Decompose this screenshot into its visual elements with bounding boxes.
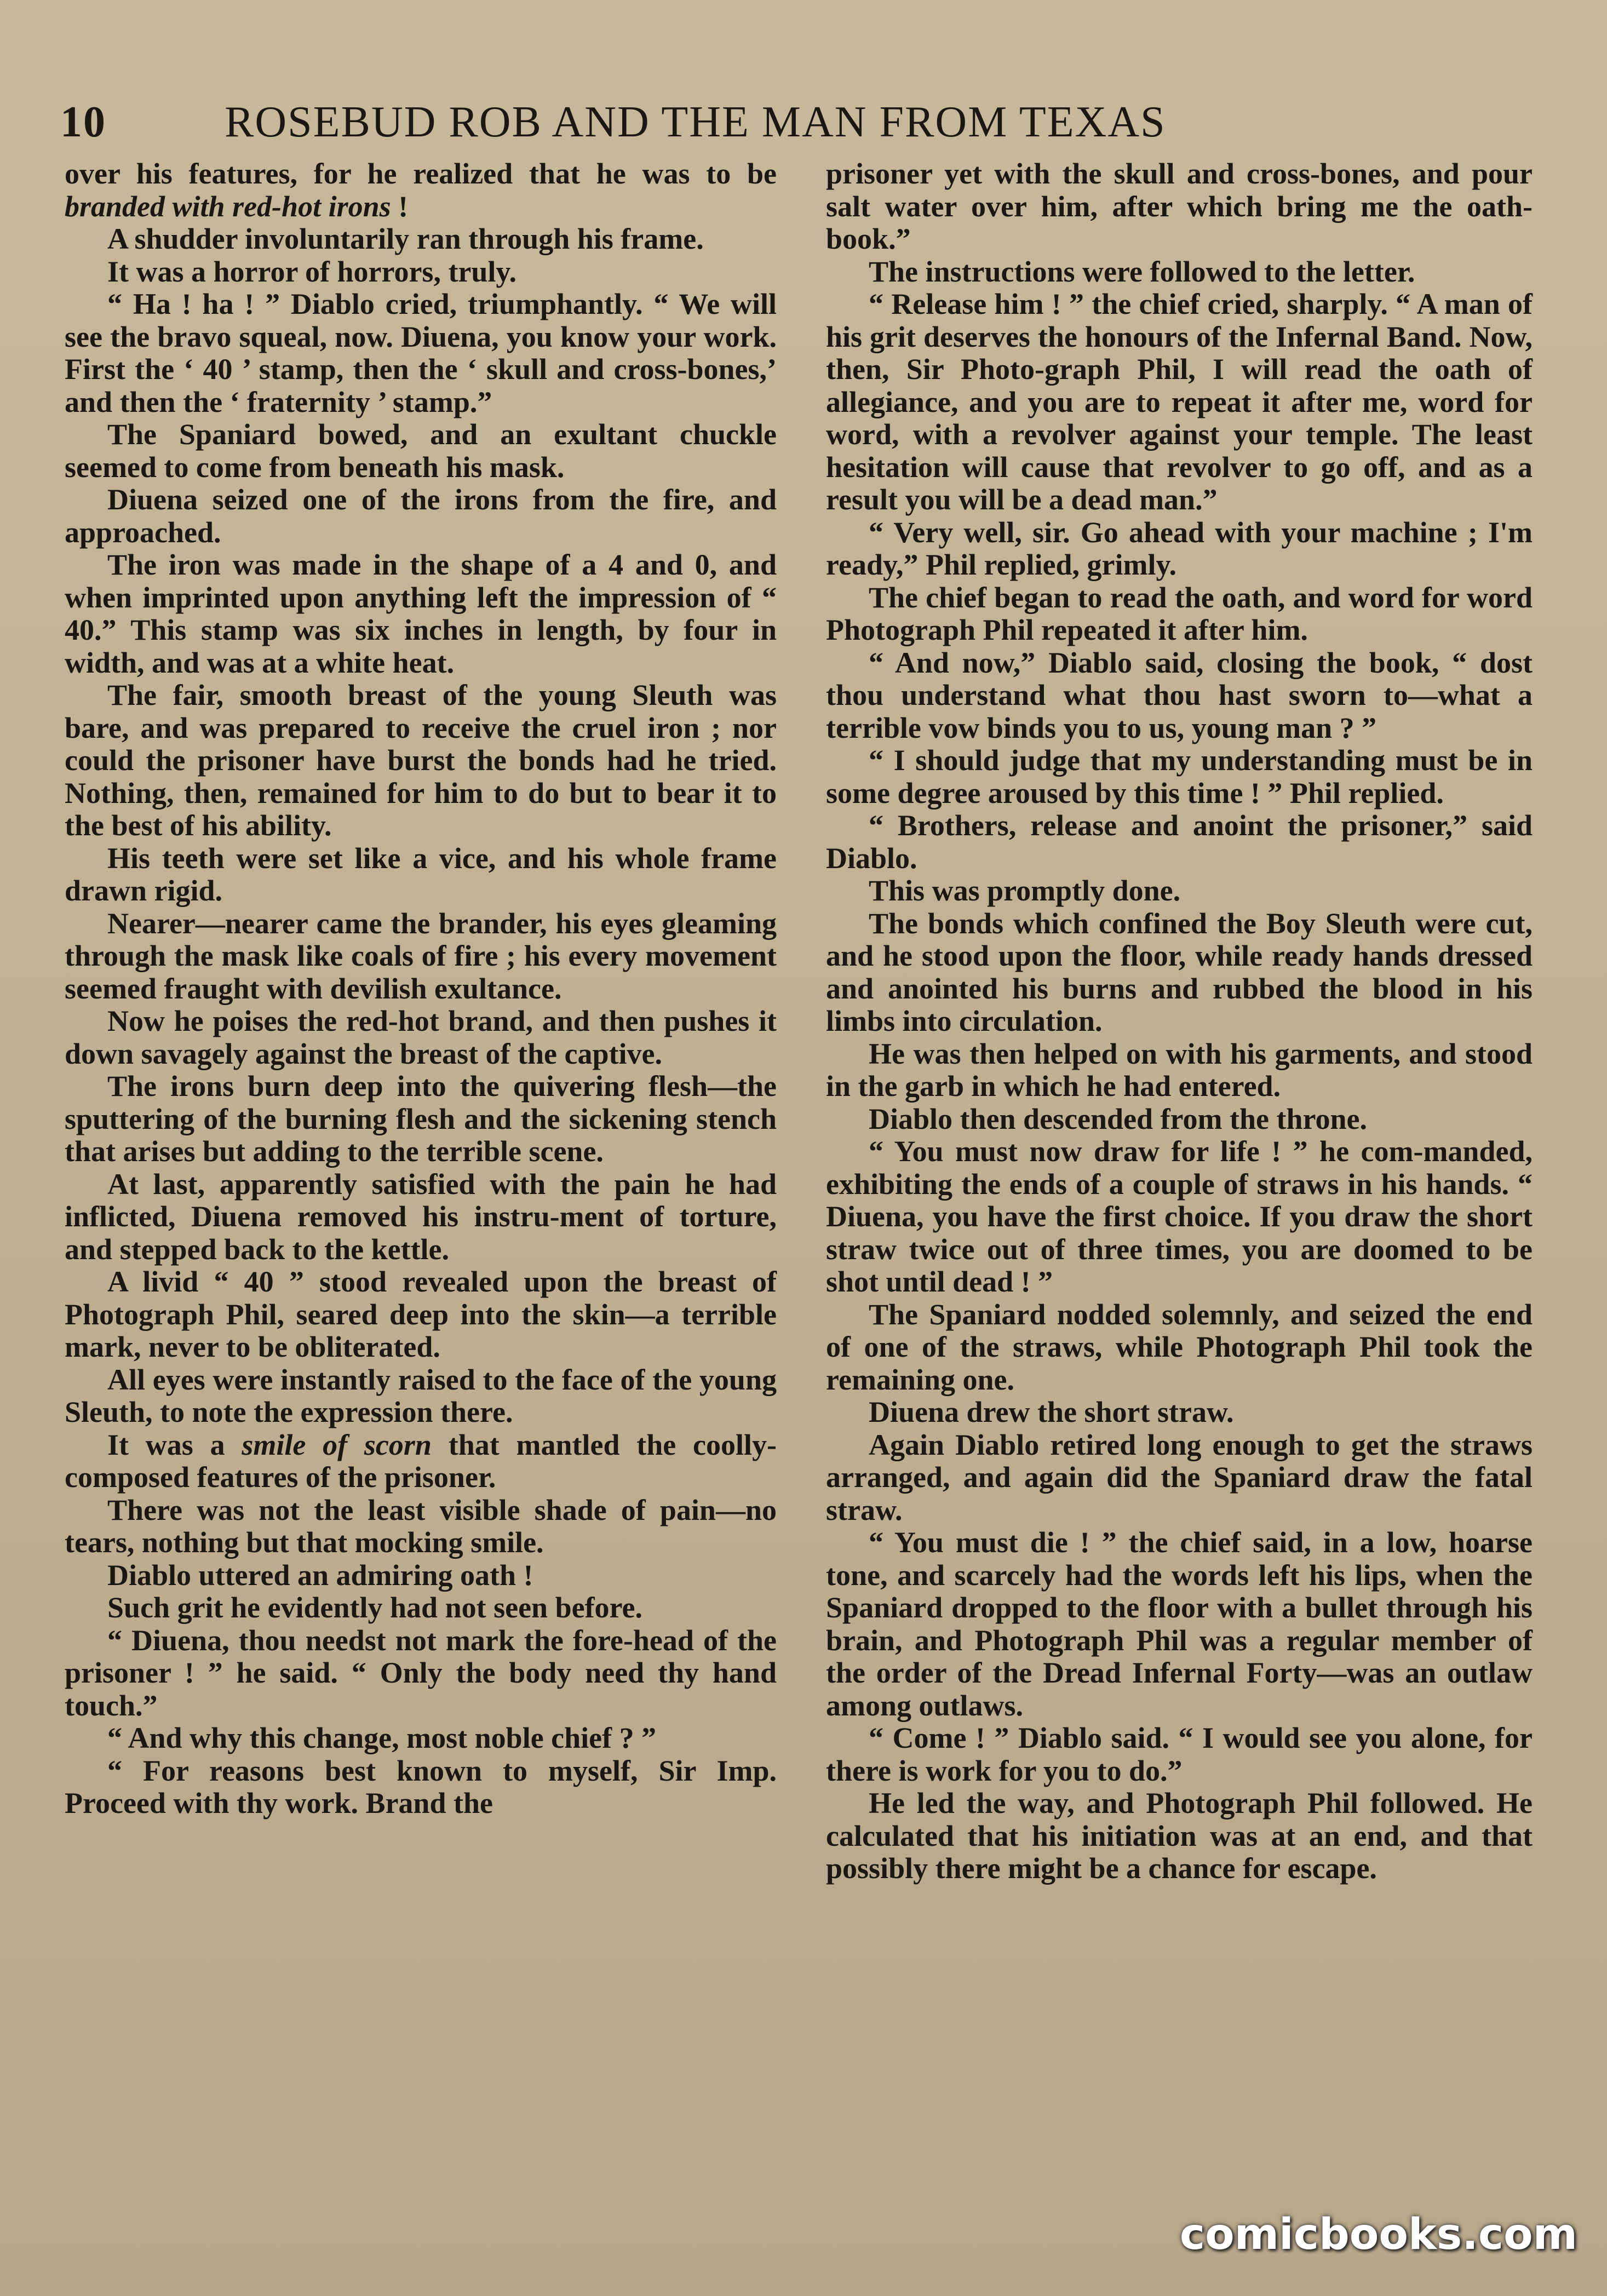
paragraph: [826, 516, 1533, 582]
text-run: “ You must now draw for life ! ” he com-manded, exhibiting the ends of a couple of straws in his hands. “ Diuena, you have the first choice. If you draw the short straw twice out of three times, you are doomed to be shot until dead ! ”: [826, 1135, 1533, 1298]
text-run: !: [391, 190, 409, 223]
paragraph: [65, 1494, 777, 1559]
paragraph: [826, 1135, 1533, 1299]
paragraph: [65, 418, 777, 484]
text-run: “ You must die ! ” the chief said, in a low, hoarse tone, and scarcely had the words left his lips, when the Spaniard dropped to the floor with a bullet through his brain, and Photograph Phil was a regular member of the order of the Dread Infernal Forty—was an outlaw among outlaws.: [826, 1526, 1533, 1722]
text-run: He led the way, and Photograph Phil followed. He calculated that his initiation was at an end, and that possibly there might be a chance for escape.: [826, 1787, 1533, 1885]
text-run: Diablo uttered an admiring oath !: [107, 1558, 533, 1592]
paragraph: [826, 810, 1533, 875]
paragraph: [826, 1396, 1533, 1429]
paragraph: [65, 1625, 777, 1723]
text-run: “ Ha ! ha ! ” Diablo cried, triumphantly. “ We will see the bravo squeal, now. Diuena, you know your work. First the ‘ 40 ’ stamp, then the ‘ skull and cross-bones,’ and then the ‘ fraternity ’ stamp.”: [65, 288, 777, 418]
paragraph: [826, 582, 1533, 647]
text-run: This was promptly done.: [869, 874, 1181, 907]
italic-phrase: branded with red-hot irons: [65, 190, 391, 223]
paragraph: [826, 288, 1533, 516]
paragraph: [65, 1005, 777, 1070]
paragraph: [65, 1168, 777, 1266]
paragraph: [65, 1722, 777, 1755]
text-run: He was then helped on with his garments, and stood in the garb in which he had entered.: [826, 1037, 1533, 1103]
paragraph: [826, 1787, 1533, 1885]
paragraph: [826, 908, 1533, 1038]
paragraph: [826, 744, 1533, 810]
paragraph: [826, 158, 1533, 256]
text-run: The chief began to read the oath, and word for word Photograph Phil repeated it after him.: [826, 581, 1533, 646]
paragraph: [65, 256, 777, 289]
paragraph: [826, 1526, 1533, 1722]
running-title: ROSEBUD ROB AND THE MAN FROM TEXAS: [225, 98, 1166, 146]
italic-phrase: smile of scorn: [242, 1428, 432, 1461]
paragraph: [65, 1755, 777, 1820]
left-text-column: [65, 158, 777, 1820]
site-watermark: comicbooks.com: [1179, 2210, 1577, 2259]
text-run: Diuena seized one of the irons from the fire, and approached.: [65, 483, 777, 549]
paragraph: [65, 1070, 777, 1168]
paragraph: [65, 1429, 777, 1494]
paragraph: [826, 647, 1533, 745]
text-run: Nearer—nearer came the brander, his eyes gleaming through the mask like coals of fire ; his every movement seemed fraught with devilish exultance.: [65, 906, 777, 1005]
text-run: Diablo then descended from the throne.: [869, 1102, 1368, 1135]
text-run: “ Brothers, release and anoint the prisoner,” said Diablo.: [826, 809, 1533, 875]
paragraph: [65, 288, 777, 418]
running-header: [60, 92, 1539, 152]
paragraph: [826, 875, 1533, 908]
text-run: Again Diablo retired long enough to get the straws arranged, and again did the Spaniard draw the fatal straw.: [826, 1428, 1533, 1526]
right-text-column: [826, 158, 1533, 1885]
text-run: “ And now,” Diablo said, closing the book, “ dost thou understand what thou hast sworn to—what a terrible vow binds you to us, young man ? ”: [826, 646, 1533, 744]
text-run: “ For reasons best known to myself, Sir Imp. Proceed with thy work. Brand the: [65, 1754, 777, 1819]
text-run: The instructions were followed to the letter.: [869, 255, 1415, 288]
paragraph: [826, 1299, 1533, 1397]
paragraph: [65, 1592, 777, 1625]
text-run: It was a: [107, 1428, 242, 1461]
text-run: It was a horror of horrors, truly.: [107, 255, 516, 288]
page-number: 10: [60, 98, 106, 146]
paragraph: [65, 679, 777, 842]
text-run: The fair, smooth breast of the young Sleuth was bare, and was prepared to receive the cruel iron ; nor could the prisoner have burst the bonds had he tried. Nothing, then, remained for him to do but to bear it to the best of his ability.: [65, 679, 777, 842]
text-run: “ Diuena, thou needst not mark the fore-head of the prisoner ! ” he said. “ Only the body need thy hand touch.”: [65, 1623, 777, 1722]
paragraph: [65, 1364, 777, 1429]
paragraph: [65, 158, 777, 223]
paragraph: [65, 223, 777, 256]
text-run: The Spaniard nodded solemnly, and seized the end of one of the straws, while Photograph Phil took the remaining one.: [826, 1298, 1533, 1396]
text-run: The Spaniard bowed, and an exultant chuckle seemed to come from beneath his mask.: [65, 418, 777, 484]
paragraph: [65, 908, 777, 1006]
text-run: Diuena drew the short straw.: [869, 1396, 1234, 1428]
text-run: “ Very well, sir. Go ahead with your machine ; I'm ready,” Phil replied, grimly.: [826, 515, 1533, 581]
paragraph: [65, 1266, 777, 1364]
text-run: Such grit he evidently had not seen before.: [107, 1591, 643, 1624]
paragraph: [65, 842, 777, 908]
text-run: The bonds which confined the Boy Sleuth were cut, and he stood upon the floor, while ready hands dressed and anointed his burns and rubbed the blood in his limbs into circulation.: [826, 906, 1533, 1037]
text-run: There was not the least visible shade of pain—no tears, nothing but that mocking smile.: [65, 1493, 777, 1559]
paragraph: [65, 484, 777, 549]
paragraph: [826, 256, 1533, 289]
text-run: prisoner yet with the skull and cross-bones, and pour salt water over him, after which bring me the oath-book.”: [826, 157, 1533, 255]
text-run: over his features, for he realized that he was to be: [65, 157, 777, 190]
text-run: “ I should judge that my understanding must be in some degree aroused by this time ! ” Phil replied.: [826, 744, 1533, 810]
text-run: A livid “ 40 ” stood revealed upon the breast of Photograph Phil, seared deep into the skin—a terrible mark, never to be obliterated.: [65, 1265, 777, 1363]
text-run: All eyes were instantly raised to the face of the young Sleuth, to note the expression there.: [65, 1363, 777, 1428]
text-run: A shudder involuntarily ran through his frame.: [107, 222, 704, 255]
text-run: “ And why this change, most noble chief ? ”: [107, 1721, 657, 1754]
text-run: His teeth were set like a vice, and his whole frame drawn rigid.: [65, 841, 777, 907]
paragraph: [826, 1722, 1533, 1787]
text-run: At last, apparently satisfied with the pain he had inflicted, Diuena removed his instru-ment of torture, and stepped back to the kettle.: [65, 1167, 777, 1266]
paragraph: [826, 1429, 1533, 1527]
paragraph: [826, 1038, 1533, 1103]
text-run: The iron was made in the shape of a 4 and 0, and when imprinted upon anything left the impression of “ 40.” This stamp was six inches in length, by four in width, and was at a white heat.: [65, 548, 777, 679]
text-run: The irons burn deep into the quivering flesh—the sputtering of the burning flesh and the sickening stench that arises but adding to the terrible scene.: [65, 1070, 777, 1168]
text-run: “ Come ! ” Diablo said. “ I would see you alone, for there is work for you to do.”: [826, 1721, 1533, 1787]
text-run: Now he poises the red-hot brand, and then pushes it down savagely against the breast of the captive.: [65, 1005, 777, 1070]
text-run: that mantled the coolly-composed features of the prisoner.: [65, 1428, 777, 1494]
text-run: “ Release him ! ” the chief cried, sharply. “ A man of his grit deserves the honours of the Infernal Band. Now, then, Sir Photo-graph Phil, I will read the oath of allegiance, and you are to repeat it after me, word for word, with a revolver against your temple. The least hesitation will cause that revolver to go off, and as a result you will be a dead man.”: [826, 288, 1533, 516]
paragraph: [65, 549, 777, 679]
paragraph: [65, 1559, 777, 1592]
paragraph: [826, 1103, 1533, 1136]
